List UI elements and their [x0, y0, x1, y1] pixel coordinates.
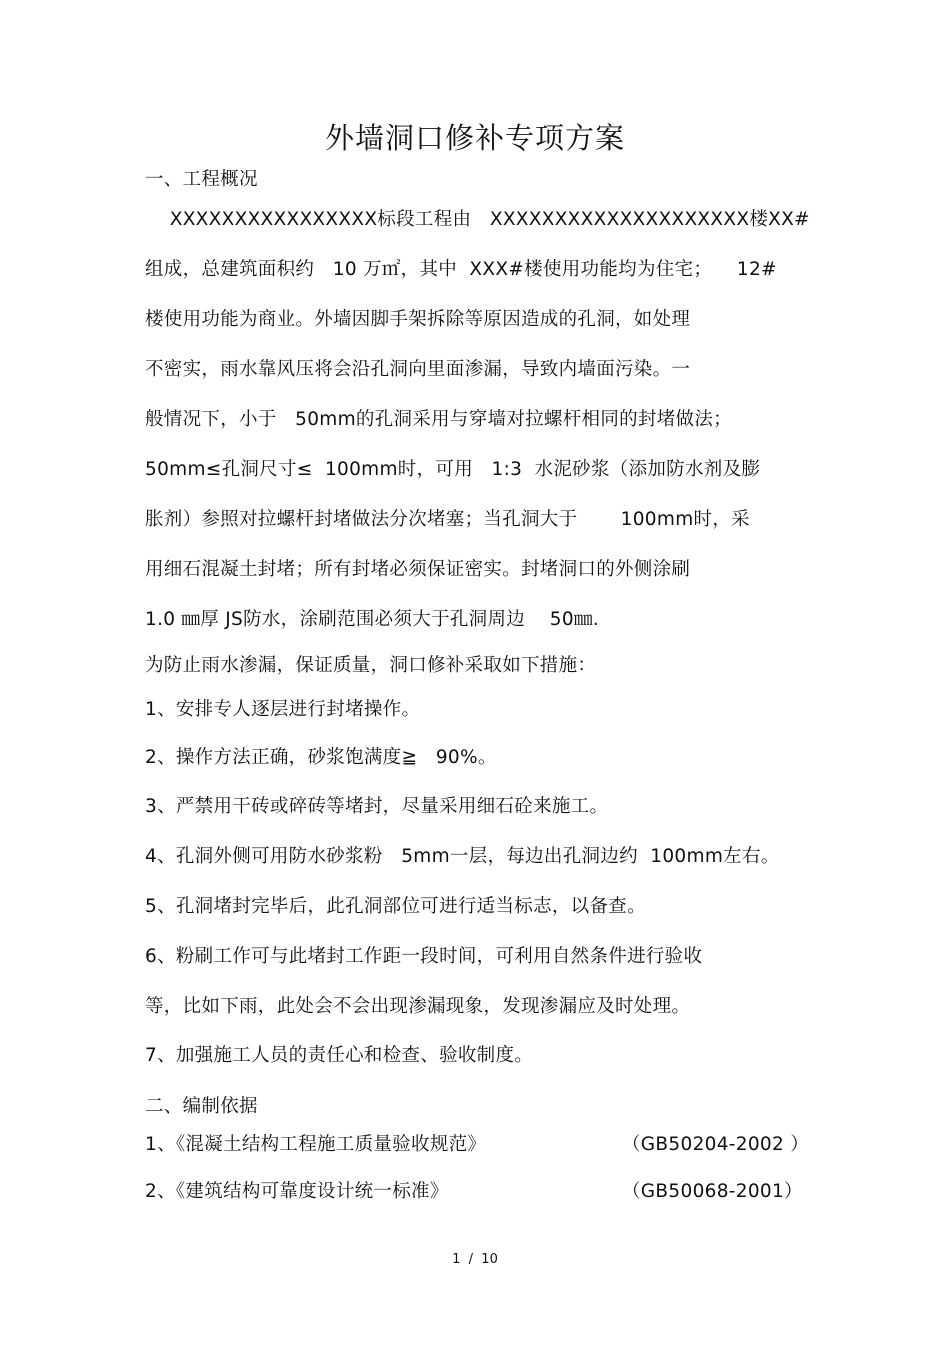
overview-line: XXXXXXXXXXXXXXXX标段工程由 XXXXXXXXXXXXXXXXXXXX楼XX#: [145, 209, 810, 230]
overview-line: 50mm≤孔洞尺寸≤ 100mm时，可用 1:3 水泥砂浆（添加防水剂及膨: [145, 459, 761, 480]
overview-line: 楼使用功能为商业。外墙因脚手架拆除等原因造成的孔洞，如处理: [145, 309, 691, 330]
reference-code: （GB50204-2002 ）: [622, 1134, 810, 1155]
measure-item: 1、安排专人逐层进行封堵操作。: [145, 699, 421, 720]
measure-item: 7、加强施工人员的责任心和检查、验收制度。: [145, 1045, 534, 1066]
overview-line: 组成，总建筑面积约 10 万㎡，其中 XXX#楼使用功能均为住宅； 12#: [145, 259, 777, 280]
measure-item: 5、孔洞堵封完毕后，此孔洞部位可进行适当标志，以备查。: [145, 896, 646, 917]
reference-code: （GB50068-2001）: [622, 1181, 803, 1202]
section-heading-basis: 二、编制依据: [145, 1096, 258, 1117]
overview-line: 般情况下，小于 50mm的孔洞采用与穿墙对拉螺杆相同的封堵做法；: [145, 409, 732, 430]
overview-line: 胀剂）参照对拉螺杆封堵做法分次堵塞；当孔洞大于 100mm时，采: [145, 509, 750, 530]
reference-name: 1、《混凝土结构工程施工质量验收规范》: [145, 1134, 487, 1155]
overview-line: 为防止雨水渗漏，保证质量，洞口修补采取如下措施：: [145, 655, 597, 676]
section-heading-overview: 一、工程概况: [145, 169, 258, 190]
measure-item: 2、操作方法正确，砂浆饱满度≧ 90%。: [145, 747, 497, 768]
document-title: 外墙洞口修补专项方案: [324, 121, 625, 155]
reference-name: 2、《建筑结构可靠度设计统一标准》: [145, 1181, 449, 1202]
measure-item: 6、粉刷工作可与此堵封工作距一段时间，可利用自然条件进行验收: [145, 946, 703, 967]
overview-line: 1.0 ㎜厚 JS防水，涂刷范围必须大于孔洞周边 50㎜.: [145, 609, 599, 630]
overview-line: 用细石混凝土封堵；所有封堵必须保证密实。封堵洞口的外侧涂刷: [145, 559, 691, 580]
measure-item: 3、严禁用干砖或碎砖等堵封，尽量采用细石砼来施工。: [145, 796, 609, 817]
measure-item: 4、孔洞外侧可用防水砂浆粉 5mm一层，每边出孔洞边约 100mm左右。: [145, 846, 780, 867]
page-number: 1 / 10: [452, 1252, 498, 1267]
measure-item: 等，比如下雨，此处会不会出现渗漏现象，发现渗漏应及时处理。: [145, 996, 691, 1017]
overview-line: 不密实，雨水靠风压将会沿孔洞向里面渗漏，导致内墙面污染。一: [145, 359, 691, 380]
